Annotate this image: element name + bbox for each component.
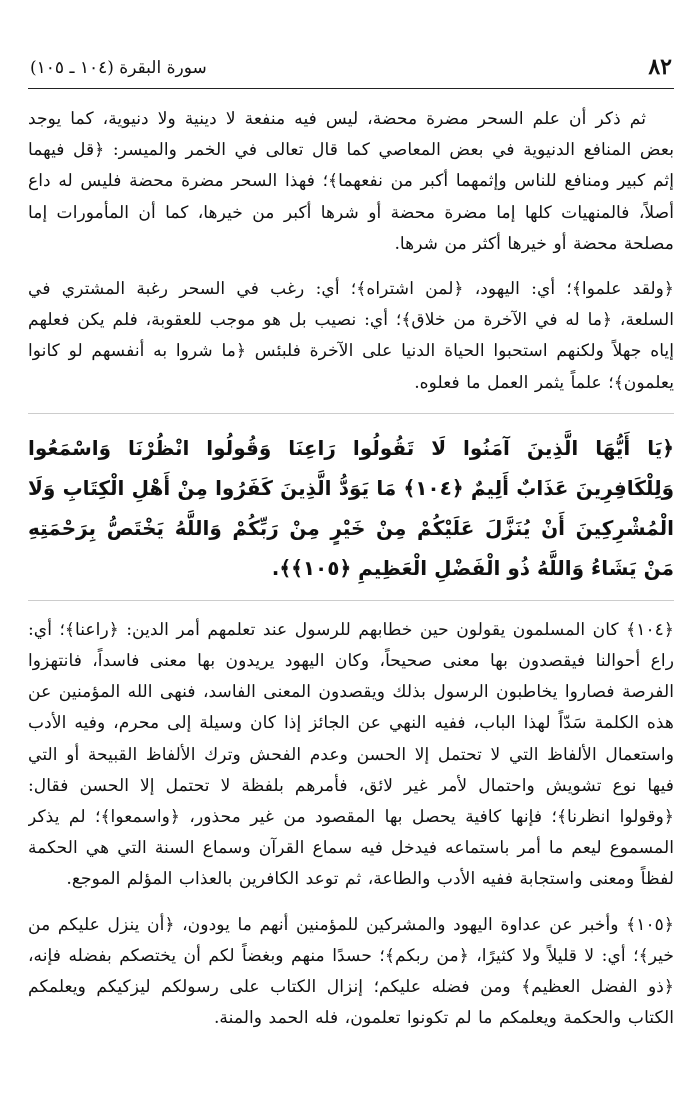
quran-verses-104-105: ﴿يَا أَيُّهَا الَّذِينَ آمَنُوا لَا تَقُولُوا رَاعِنَا وَقُولُوا انْظُرْنَا وَاسْمَعُوا وَلِلْكَافِرِينَ عَذَابٌ أَلِيمٌ ﴿١٠٤﴾ مَا يَوَدُّ الَّذِينَ كَفَرُوا مِنْ أَهْلِ الْكِتَابِ وَلَا الْمُشْرِكِينَ أَنْ يُنَزَّلَ عَلَيْكُمْ مِنْ خَيْرٍ مِنْ رَبِّكُمْ وَاللَّهُ يَخْتَصُّ بِرَحْمَتِهِ مَنْ يَشَاءُ وَاللَّهُ ذُو الْفَضْلِ الْعَظِيمِ ﴿١٠٥﴾﴾. bbox=[28, 435, 674, 580]
paragraph-tafsir-105: ﴿١٠٥﴾ وأخبر عن عداوة اليهود والمشركين للمؤمنين أنهم ما يودون، ﴿أن ينزل عليكم من خير﴾؛ أي: لا قليلاً ولا كثيرًا، ﴿من ربكم﴾؛ حسدًا منهم وبغضاً لكم أن يختصكم بفضله فإنه، ﴿ذو الفضل العظيم﴾ ومن فضله عليكم؛ إنزال الكتاب على رسولكم ليزكيكم ويعلمكم الكتاب والحكمة ويعلمكم ما لم تكونوا تعلمون، فله الحمد والمنة. bbox=[28, 914, 674, 1029]
running-title: سورة البقرة (١٠٤ ـ ١٠٥) bbox=[30, 58, 207, 78]
section-divider bbox=[28, 600, 674, 601]
page-body bbox=[28, 104, 674, 1082]
page-header bbox=[28, 52, 674, 89]
paragraph-magic-harm: ثم ذكر أن علم السحر مضرة محضة، ليس فيه منفعة لا دينية ولا دنيوية، كما يوجد بعض المنافع الدنيوية في بعض المعاصي كما قال تعالى في الخمر والميسر: ﴿قل فيهما إثم كبير ومنافع للناس وإثمهما أكبر من نفعهما﴾؛ فهذا السحر مضرة محضة فليس له داع أصلاً، فالمنهيات كلها إما مضرة محضة أو شرها أكبر من خيرها، كما أن المأمورات إما مصلحة محضة أو خيرها أكثر من شرها. bbox=[28, 109, 674, 254]
paragraph-tafsir-104: ﴿١٠٤﴾ كان المسلمون يقولون حين خطابهم للرسول عند تعلمهم أمر الدين: ﴿راعنا﴾؛ أي: راع أحوالنا فيقصدون بها معنى صحيحاً، وكان اليهود يريدون بها معنى فاسداً، فانتهزوا الفرصة فصاروا يخاطبون الرسول بذلك ويقصدون المعنى الفاسد، فنهى الله المؤمنين عن هذه الكلمة سَدّاً لهذا الباب، ففيه النهي عن الجائز إذا كان وسيلة إلى محرم، وفيه الأدب واستعمال الألفاظ التي لا تحتمل إلا الحسن وعدم الفحش وترك الألفاظ القبيحة أو التي فيها نوع تشويش واحتمال لأمر غير لائق، فأمرهم بلفظة لا تحتمل إلا الحسن فقال: ﴿وقولوا انظرنا﴾؛ فإنها كافية يحصل بها المقصود من غير محذور، ﴿واسمعوا﴾؛ لم يذكر المسموع ليعم ما أمر باستماعه فيدخل فيه سماع القرآن وسماع السنة التي هي الحكمة لفظاً ومعنى واستجابة ففيه الأدب والطاعة، ثم توعد الكافرين بالعذاب المؤلم الموجع. bbox=[28, 619, 674, 890]
page-number: ٨٢ bbox=[648, 54, 672, 80]
book-page bbox=[28, 52, 674, 1082]
paragraph-they-knew: ﴿ولقد علموا﴾؛ أي: اليهود، ﴿لمن اشتراه﴾؛ أي: رغب في السحر رغبة المشتري في السلعة، ﴿ما له في الآخرة من خلاق﴾؛ أي: نصيب بل هو موجب للعقوبة، فلم يكن فعلهم إياه جهلاً ولكنهم استحبوا الحياة الدنيا على الآخرة فلبئس ﴿ما شروا به أنفسهم لو كانوا يعلمون﴾؛ علماً يثمر العمل ما فعلوه. bbox=[28, 279, 674, 393]
section-divider bbox=[28, 413, 674, 414]
